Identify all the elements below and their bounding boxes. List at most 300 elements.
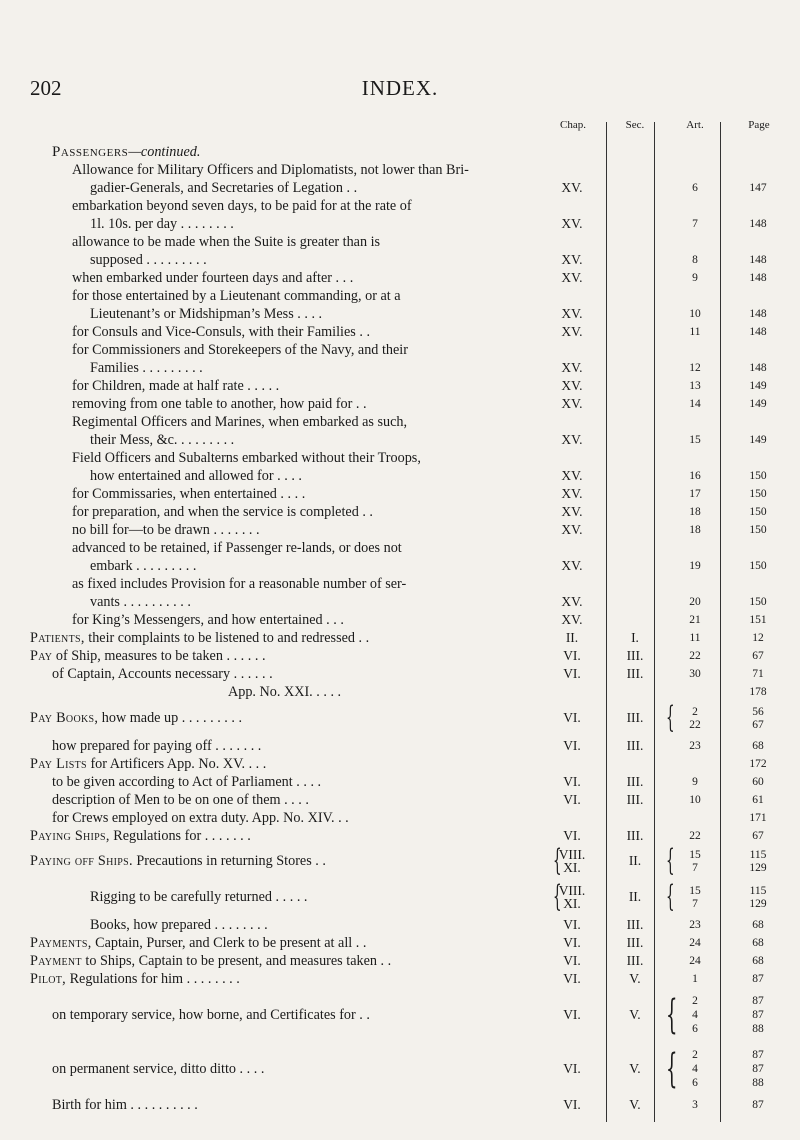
entry-text-body: as fixed includes Provision for a reasonable number of ser- [72,576,407,592]
entry-text-body: Captain, Purser, and Clerk to be present at all . . [91,935,367,951]
index-row [0,755,800,773]
section-ref: V. [629,1061,641,1076]
index-row [0,467,800,485]
entry-text-body: for Consuls and Vice-Consuls, with their Families . . [72,324,370,340]
entry-text [52,143,200,161]
index-row [0,629,800,647]
chapter-ref: VI. [563,1061,581,1076]
index-row [0,395,800,413]
entry-text-body: for King’s Messengers, and how entertained . . . [72,612,344,628]
entry-text-body: Lieutenant’s or Midshipman’s Mess . . . . [90,306,323,322]
chapter-ref: VI. [563,710,581,725]
entry-text-body: App. No. XXI. . . . . [228,684,342,700]
page-ref: 87 [752,1063,764,1075]
index-row [0,934,800,952]
running-head: INDEX. [361,76,439,100]
brace-glyph: { [666,843,675,878]
entry-text-body: Precautions in returning Stores . . [132,853,326,869]
page-ref: 151 [749,614,767,626]
entry-heading: Paying off Ships. [30,853,133,869]
article-ref: 7 [692,218,698,230]
index-row [0,269,800,287]
chapter-ref: XV. [561,594,583,609]
article-ref: 10 [689,308,701,320]
index-row [0,233,800,251]
index-row [0,611,800,629]
entry-text [30,629,369,647]
entry-text [72,287,401,305]
chapter-ref: II. [565,630,579,645]
index-row [0,323,800,341]
entry-text-body: Rigging to be carefully returned . . . . . [90,889,308,905]
entry-text-body: for those entertained by a Lieutenant commanding, or at a [72,288,401,304]
page-ref: 172 [749,758,767,770]
entry-text-body: Books, how prepared . . . . . . . . [90,917,268,933]
article-ref: 7 [692,861,698,874]
index-row [0,992,800,1038]
entry-text [72,323,370,341]
entry-heading: Pay Lists [30,756,87,772]
entry-text [52,1060,264,1078]
index-row [0,287,800,305]
index-row [0,539,800,557]
entry-text-body: description of Men to be on one of them . . . . [52,792,309,808]
chapter-ref: XV. [561,306,583,321]
chapter-ref: VI. [563,971,581,986]
entry-text [30,755,266,773]
index-row [0,197,800,215]
col-head-sec: Sec. [625,119,645,131]
entry-text [52,773,321,791]
article-ref: 16 [689,470,701,482]
entry-text-body: removing from one table to another, how paid for . . [72,396,367,412]
entry-text [72,269,353,287]
article-ref: 22 [689,830,701,842]
page-ref: 150 [749,506,767,518]
entry-text [72,197,412,215]
entry-text [72,161,469,179]
entry-text [30,709,242,727]
article-ref: 17 [689,488,701,500]
page-ref: 87 [752,1049,764,1061]
page-ref: 87 [752,1099,764,1111]
page-ref: 178 [749,686,767,698]
entry-text-body: to Ships, Captain to be present, and measures taken . . [81,953,392,969]
chapter-ref: XV. [561,360,583,375]
entry-text-body: no bill for—to be drawn . . . . . . . [72,522,260,538]
chapter-ref: XV. [561,270,583,285]
section-ref: III. [626,953,644,968]
entry-text-body: embarkation beyond seven days, to be paid for at the rate of [72,198,412,214]
index-row [0,737,800,755]
entry-text [72,341,408,359]
section-ref: III. [626,648,644,663]
entry-text [52,737,261,755]
page-number: 202 [30,76,62,100]
chapter-ref: XV. [561,468,583,483]
entry-text [52,1096,198,1114]
article-ref: 4 [692,1009,698,1021]
entry-text-body: how entertained and allowed for . . . . [90,468,302,484]
entry-text [90,916,268,934]
entry-text-body: to be given according to Act of Parliament . . . . [52,774,322,790]
page-ref: 87 [752,995,764,1007]
article-ref: 18 [689,524,701,536]
entry-text [228,683,341,701]
chapter-ref: VI. [563,774,581,789]
article-ref: 14 [689,398,701,410]
entry-heading: Pay [30,648,53,664]
brace-glyph: { [553,879,562,914]
index-row [0,575,800,593]
section-ref: III. [626,666,644,681]
index-row [0,341,800,359]
entry-text-body: vants . . . . . . . . . . [90,594,191,610]
index-row [0,970,800,988]
page-ref: 150 [749,470,767,482]
entry-continued: —continued. [128,144,201,160]
article-ref: 10 [689,794,701,806]
entry-text [52,665,273,683]
col-head-art: Art. [686,119,704,131]
index-row [0,1096,800,1114]
article-ref: 24 [689,955,701,967]
index-row [0,251,800,269]
page-ref: 148 [749,308,767,320]
entry-text [72,503,373,521]
chapter-ref: VIII. [558,882,586,898]
article-ref: 18 [689,506,701,518]
article-ref: 22 [689,650,701,662]
entry-text [72,521,260,539]
entry-heading: Pay Books, [30,710,99,726]
page-ref: 87 [752,1009,764,1021]
article-ref: 3 [692,1099,698,1111]
index-row [0,521,800,539]
article-ref: 15 [689,848,701,861]
article-ref: 6 [692,1023,698,1035]
page-ref: 150 [749,488,767,500]
page-ref: 150 [749,524,767,536]
entry-text [30,952,391,970]
brace-glyph: { [666,1046,678,1092]
section-ref: II. [628,889,642,904]
article-ref: 8 [692,254,698,266]
index-row [0,809,800,827]
index-row [0,1046,800,1092]
brace-glyph: { [666,879,675,914]
entry-text [30,852,326,870]
index-row [0,431,800,449]
entry-text [30,934,366,952]
page-ref: 88 [752,1077,764,1089]
page-ref: 12 [752,632,764,644]
entry-text [52,809,349,827]
entry-text [52,791,309,809]
article-ref: 9 [692,272,698,284]
entry-heading: Payments, [30,935,92,951]
index-row [0,916,800,934]
section-ref: V. [629,1097,641,1112]
index-row [0,179,800,197]
section-ref: III. [626,792,644,807]
index-row [0,665,800,683]
page-ref: 87 [752,973,764,985]
entry-text [72,575,406,593]
chapter-ref: XI. [563,895,581,911]
article-ref: 20 [689,596,701,608]
chapter-ref: XI. [563,859,581,875]
entry-text-body: for preparation, and when the service is completed . . [72,504,373,520]
section-ref: III. [626,935,644,950]
index-row [0,593,800,611]
entry-text [72,611,344,629]
page-ref: 68 [752,955,764,967]
page-ref: 149 [749,380,767,392]
entry-text-body: Allowance for Military Officers and Diplomatists, not lower than Bri- [72,162,469,178]
chapter-ref: XV. [561,324,583,339]
entry-text [90,593,191,611]
page-ref: 88 [752,1023,764,1035]
article-ref: 19 [689,560,701,572]
index-row [0,952,800,970]
article-ref: 24 [689,937,701,949]
index-row [0,161,800,179]
entry-text-body: embark . . . . . . . . . [90,558,197,574]
brace-glyph: { [553,843,562,878]
page-ref: 115 [749,848,767,861]
entry-text [90,557,196,575]
entry-text [90,467,302,485]
index-row [0,377,800,395]
chapter-ref: XV. [561,216,583,231]
chapter-ref: VIII. [558,846,586,862]
entry-text-body: how made up . . . . . . . . . [98,710,243,726]
chapter-ref: XV. [561,486,583,501]
entry-text-body: of Ship, measures to be taken . . . . . . [52,648,266,664]
entry-text-body: on temporary service, how borne, and Certificates for . . [52,1007,370,1023]
section-ref: III. [626,917,644,932]
entry-text-body: gadier-Generals, and Secretaries of Legation . . [90,180,358,196]
page-ref: 148 [749,218,767,230]
entry-text-body: Regulations for . . . . . . . [109,828,251,844]
index-row [0,359,800,377]
page-ref: 129 [749,897,767,910]
page-ref: 149 [749,434,767,446]
brace-glyph: { [666,992,678,1038]
page-ref: 150 [749,596,767,608]
chapter-ref: XV. [561,558,583,573]
page-ref: 68 [752,740,764,752]
section-ref: V. [629,1007,641,1022]
article-ref: 6 [692,1077,698,1089]
index-row [0,827,800,845]
article-ref: 15 [689,884,701,897]
entry-heading: Paying Ships, [30,828,110,844]
section-ref: III. [626,828,644,843]
chapter-ref: VI. [563,935,581,950]
entry-text [90,888,307,906]
entry-text-body: allowance to be made when the Suite is greater than is [72,234,381,250]
chapter-ref: VI. [563,666,581,681]
entry-text [72,233,380,251]
page-ref: 150 [749,560,767,572]
chapter-ref: XV. [561,396,583,411]
entry-text-body: Birth for him . . . . . . . . . . [52,1097,198,1113]
entry-text [72,485,305,503]
page-ref: 148 [749,254,767,266]
index-row [0,413,800,431]
entry-text-body: for Commissioners and Storekeepers of the Navy, and their [72,342,408,358]
entry-text-body: Families . . . . . . . . . [90,360,203,376]
index-row [0,879,800,914]
page-ref: 149 [749,398,767,410]
entry-text-body: Regulations for him . . . . . . . . [66,971,240,987]
article-ref: 2 [692,1049,698,1061]
entry-text [52,1006,370,1024]
entry-text [90,251,207,269]
chapter-ref: XV. [561,522,583,537]
section-ref: III. [626,774,644,789]
page-ref: 68 [752,919,764,931]
chapter-ref: VI. [563,828,581,843]
page-ref: 71 [752,668,764,680]
chapter-ref: XV. [561,612,583,627]
entry-text-body: for Artificers App. No. XV. . . . [86,756,267,772]
article-ref: 13 [689,380,701,392]
chapter-ref: XV. [561,504,583,519]
entry-heading: Patients, [30,630,85,646]
section-ref: III. [626,738,644,753]
page-ref: 68 [752,937,764,949]
section-ref: V. [629,971,641,986]
page-ref: 115 [749,884,767,897]
page-ref: 148 [749,272,767,284]
entry-text-body: their Mess, &c. . . . . . . . . [90,432,235,448]
article-ref: 30 [689,668,701,680]
entry-text [72,413,407,431]
chapter-ref: VI. [563,953,581,968]
chapter-ref: VI. [563,1097,581,1112]
article-ref: 4 [692,1063,698,1075]
article-ref: 23 [689,740,701,752]
chapter-ref: VI. [563,917,581,932]
entry-text [72,395,367,413]
page-ref: 60 [752,776,764,788]
section-ref: II. [628,853,642,868]
index-row [0,557,800,575]
index-row [0,449,800,467]
entry-text [72,377,279,395]
index-row [0,503,800,521]
entry-text-body: supposed . . . . . . . . . [90,252,207,268]
entry-text-body: for Commissaries, when entertained . . . . [72,486,306,502]
entry-text-body: for Children, made at half rate . . . . . [72,378,280,394]
chapter-ref: XV. [561,378,583,393]
article-ref: 22 [689,718,701,731]
entry-text [90,305,322,323]
article-ref: 1 [692,973,698,985]
index-row [0,700,800,735]
entry-text-body: Regimental Officers and Marines, when embarked as such, [72,414,408,430]
entry-text [90,179,357,197]
entry-text-body: on permanent service, ditto ditto . . . . [52,1061,265,1077]
entry-text-body: of Captain, Accounts necessary . . . . . . [52,666,273,682]
chapter-ref: VI. [563,738,581,753]
index-row [0,791,800,809]
article-ref: 15 [689,434,701,446]
page-ref: 171 [749,812,767,824]
entry-text-body: when embarked under fourteen days and after . . . [72,270,354,286]
section-ref: III. [626,710,644,725]
entry-heading: Payment [30,953,82,969]
article-ref: 11 [689,326,701,338]
article-ref: 6 [692,182,698,194]
entry-text [72,449,421,467]
entry-text-body: their complaints to be listened to and redressed . . [84,630,370,646]
article-ref: 11 [689,632,701,644]
article-ref: 9 [692,776,698,788]
article-ref: 21 [689,614,701,626]
chapter-ref: XV. [561,252,583,267]
entry-text [90,215,234,233]
entry-text [30,970,240,988]
page-ref: 67 [752,650,764,662]
entry-text-body: how prepared for paying off . . . . . . . [52,738,262,754]
entry-text-body: advanced to be retained, if Passenger re-lands, or does not [72,540,402,556]
col-head-chap: Chap. [560,119,586,131]
chapter-ref: XV. [561,180,583,195]
page-ref: 148 [749,326,767,338]
entry-text-body: for Crews employed on extra duty. App. No. XIV. . . [52,810,349,826]
index-row [0,485,800,503]
entry-text-body: 1l. 10s. per day . . . . . . . . [90,216,234,232]
chapter-ref: VI. [563,792,581,807]
index-row [0,647,800,665]
entry-text [30,827,251,845]
article-ref: 12 [689,362,701,374]
entry-heading: Passengers [52,144,129,160]
index-row [0,215,800,233]
index-row [0,843,800,878]
entry-heading: Pilot, [30,971,67,987]
article-ref: 2 [692,995,698,1007]
entry-text [30,647,266,665]
page-ref: 67 [752,830,764,842]
index-row [0,143,800,161]
page-ref: 67 [752,718,764,731]
section-ref: I. [631,630,639,645]
index-row [0,305,800,323]
chapter-ref: VI. [563,1007,581,1022]
page-ref: 148 [749,362,767,374]
col-head-page: Page [748,119,770,131]
entry-text-body: Field Officers and Subalterns embarked without their Troops, [72,450,421,466]
page-ref: 61 [752,794,764,806]
entry-text [72,539,402,557]
article-ref: 7 [692,897,698,910]
page-ref: 56 [752,705,764,718]
index-row [0,773,800,791]
page-ref: 147 [749,182,767,194]
article-ref: 2 [692,705,698,718]
entry-text [90,359,203,377]
entry-text [90,431,234,449]
page-ref: 129 [749,861,767,874]
brace-glyph: { [666,700,675,735]
chapter-ref: XV. [561,432,583,447]
article-ref: 23 [689,919,701,931]
